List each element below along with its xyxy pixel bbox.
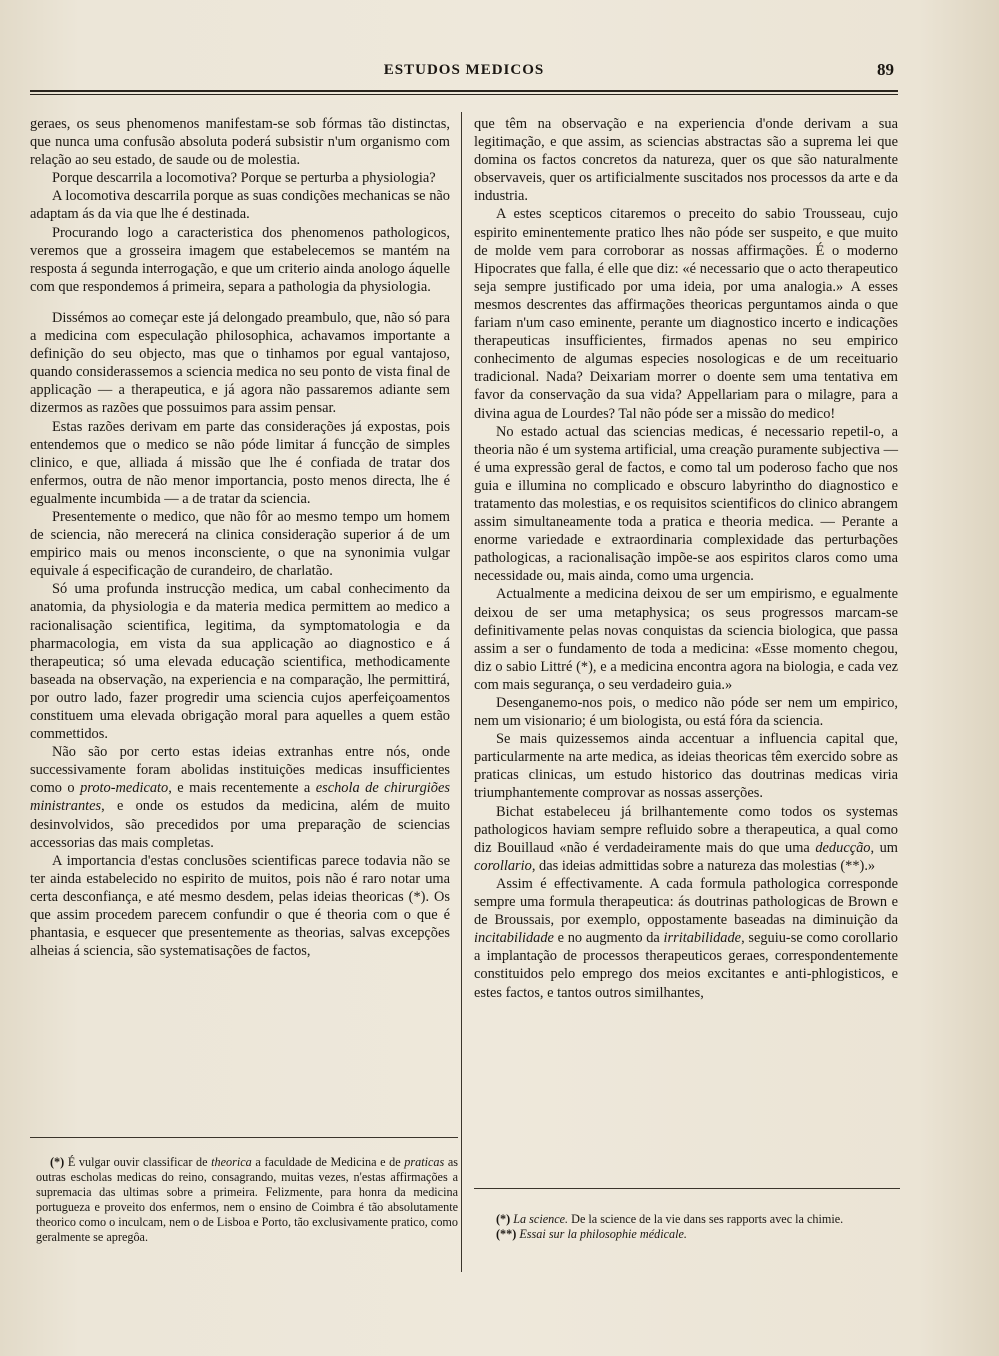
footnote bbox=[36, 1155, 458, 1245]
paragraph: Porque descarrila a locomotiva? Porque se perturba a physiologia? bbox=[52, 170, 436, 187]
italic-term: incitabilidade bbox=[474, 930, 554, 947]
paragraph: Desenganemo-nos pois, o medico não póde ser nem um empirico, nem um visionario; é um biologista, ou está fóra da sciencia. bbox=[474, 695, 898, 730]
italic-term: corollario bbox=[474, 857, 532, 874]
paragraph: A locomotiva descarrila porque as suas condições mechanicas se não adaptam ás da via que lhe é destinada. bbox=[30, 188, 450, 223]
paragraph: que têm na observação e na experiencia d'onde derivam a sua legitimação, e que assim, as sciencias abstractas são a suprema lei que domina os factos concretos da natureza, quer os que são naturalmente observaveis, quer os artificialmente suscitados nos processos da arte e da industria. bbox=[474, 116, 898, 205]
paragraph-text: e no augmento da bbox=[553, 930, 664, 947]
page-header bbox=[30, 58, 898, 92]
paragraph-text: , das ideias admittidas sobre a natureza das molestias (**).» bbox=[531, 857, 876, 874]
paragraph: Presentemente o medico, que não fôr ao mesmo tempo um homem de sciencia, não merecerá na clinica consideração superior á de um empirico mais ou menos inconsciente, o que na synonimia vulgar equivale á especificação de curandeiro, de charlatão. bbox=[30, 508, 450, 580]
italic-term: deducção bbox=[815, 839, 871, 856]
footnote-text: De la science de la vie dans ses rapports avec la chimie. bbox=[568, 1212, 844, 1226]
header-rule bbox=[30, 90, 898, 92]
paragraph: Estas razões derivam em parte das considerações já expostas, pois entendemos que o medico se não póde limitar á funcção de simples clinico, e que, alliada á missão que lhe é confiada de tratar dos enfermos, outra de não menor importancia, posto menos directa, lhe é egualmente incumbida — a de tratar da sciencia. bbox=[30, 418, 450, 507]
paragraph bbox=[30, 743, 450, 852]
paragraph: A importancia d'estas conclusões scientificas parece todavia não se ter ainda estabelecido no espirito de muitos, pois não é raro notar uma certa desconfiança, e até mesmo desdem, pelas ideias theoricas (*). Os que assim procedem parecem confundir o que é theoria com o que é phantasia, e esquecer que presentemente as theorias, salvas excepções alheias á sciencia, são systematisações de factos, bbox=[30, 852, 450, 960]
italic-term: Essai sur la philosophie médicale. bbox=[519, 1227, 687, 1241]
paragraph-text: Bichat estabeleceu já brilhantemente como todos os systemas pathologicos haviam sempre refluido sobre a therapeutica, a qual como diz Bouillaud «não é verdadeiramente mais do que uma bbox=[474, 803, 898, 856]
italic-term: irritabilidade bbox=[663, 930, 742, 947]
paragraph: Procurando logo a caracteristica dos phenomenos pathologicos, veremos que a grosseira imagem que estabelecemos se mantém na resposta á segunda interrogação, e que um criterio ainda anologo áquelle com que respondemos á primeira, separa a pathologia da physiologia. bbox=[30, 224, 450, 295]
footnote-text: a faculdade de Medicina e de bbox=[251, 1155, 405, 1169]
italic-term: praticas bbox=[404, 1155, 445, 1169]
column-divider bbox=[461, 112, 462, 1272]
paragraph: A estes scepticos citaremos o preceito do sabio Trousseau, cujo espirito eminentemente pratico lhes não póde ser suspeito, e que muito de molde vem para corroborar as nossas affirmações. É o moderno Hipocrates que falla, é elle que diz: «é necessario que o acto therapeutico seja sempre justificado por uma ideia, por uma analogia.» A esses mesmos descrentes das affirmações theoricas perguntamos ainda o que fariam n'um caso eminente, perante um diagnostico incerto e indicações therapeuticas insufficientes, firmados apenas no seu empirico conhecimento de algumas especies nosologicas e de um receituario tradicional. Nada? Deixariam morrer o doente sem uma tentativa em favor da conservação da sua vida? Appellariam para o milagre, para a divina agua de Lourdes? Tal não póde ser a missão do medico! bbox=[474, 206, 898, 422]
footnote-mark: (*) bbox=[496, 1212, 511, 1226]
paragraph: Se mais quizessemos ainda accentuar a influencia capital que, particularmente na arte medica, as ideias theoricas têm exercido sobre as praticas clinicas, um estudo historico das doutrinas medicas viria triumphantemente comprovar as nossas asserções. bbox=[474, 731, 898, 802]
paragraph-text: Assim é effectivamente. A cada formula pathologica corresponde sempre uma formula therapeutica: ás doutrinas pathologicas de Brown e de Broussais, por exemplo, oppostamente baseadas na diminuição da bbox=[474, 875, 898, 929]
footnote-text: as outras escholas medicas do reino, consagrando, muitas vezes, n'estas affirmações a supremacia das ultimas sobre a primeira. Felizmente, para honra da medicina portugueza e proveito dos enfermos, nem o ensino de Coimbra é tão absolutamente theorico como o inculcam, nem o de Lisboa e Porto, tão exclusivamente pratico, como geralmente se apregôa. bbox=[36, 1155, 459, 1244]
footnote-rule bbox=[474, 1188, 900, 1189]
italic-term: eschola de chirurgiões ministrantes bbox=[30, 780, 450, 815]
left-footnotes bbox=[36, 1155, 458, 1245]
paragraph: No estado actual das sciencias medicas, é necessario repetil-o, a theoria não é um systema artificial, uma creação puramente subjectiva — é uma expressão geral de factos, e como tal um poderoso facho que nos guia e illumina no complicado e obscuro labyrintho do diagnostico e tratamento das molestias, e os requisitos scientificos do clinico abrangem assim simultaneamente toda a pratica e theoria medica. — Perante a enorme variedade e extraordinaria complexidade das perturbações pathologicas, a racionalisação impõe-se aos espiritos claros como uma necessidade ou, mais ainda, como uma urgencia. bbox=[474, 423, 898, 585]
italic-term: proto-medicato bbox=[80, 780, 169, 797]
left-column bbox=[30, 115, 450, 960]
right-footnotes bbox=[482, 1212, 902, 1242]
paragraph: geraes, os seus phenomenos manifestam-se sob fórmas tão distinctas, que nunca uma confusão absoluta poderá subsistir n'um organismo com relação ao seu estado, de saude ou de molestia. bbox=[30, 116, 450, 169]
paragraph-text: , e onde os estudos da medicina, além de muito desinvolvidos, são precedidos por uma preparação de sciencias accessorias das mais completas. bbox=[30, 798, 450, 851]
paragraph bbox=[474, 875, 898, 1002]
paragraph-text: , um bbox=[870, 839, 898, 856]
paragraph-text: , seguiu-se como corollario a implantação de processos therapeuticos geraes, correspondentemente constituidos pelo emprego dos meios excitantes e anti-phlogisticos, e estes factos, e tantos outros similhantes, bbox=[474, 930, 898, 1001]
footnote-rule bbox=[30, 1137, 458, 1138]
footnote bbox=[482, 1227, 902, 1242]
footnote bbox=[482, 1212, 902, 1227]
footnote-text: É vulgar ouvir classificar de bbox=[64, 1155, 212, 1169]
paragraph: Dissémos ao começar este já delongado preambulo, que, não só para a medicina com especulação philosophica, achavamos importante a definição do seu objecto, mas que o tinhamos por egual vantajoso, quando considerassemos a sciencia medica no seu ponto de vista final de applicação — a therapeutica, e já agora não passaremos adiante sem dizermos as razões que possuimos para assim pensar. bbox=[30, 309, 450, 417]
italic-term: La science. bbox=[513, 1212, 569, 1226]
paragraph: Actualmente a medicina deixou de ser um empirismo, e egualmente deixou de ser uma metaphysica; os seus progressos marcam-se definitivamente pelas novas conquistas da sciencia biologica, que passa assim a ser o fundamento de toda a medicina: «Esse momento chegou, diz o sabio Littré (*), e a medicina encontra agora na biologia, e cada vez com mais segurança, o seu verdadeiro guia.» bbox=[474, 586, 898, 693]
right-column bbox=[474, 115, 898, 1002]
paragraph bbox=[474, 803, 898, 875]
paragraph: Só uma profunda instrucção medica, um cabal conhecimento da anatomia, da physiologia e da materia medica permittem ao medico a racionalisação scientifica, legitima, da symptomatologia e da pharmacologia, em vista da sua applicação ao diagnostico e á therapeutica; só uma elevada educação scientifica, methodicamente baseada na observação, na experiencia e na comparação, lhe permittirá, por outro lado, fazer progredir uma sciencia cujos aperfeiçoamentos constituem uma elevada obrigação moral para aquelles a quem estão commettidos. bbox=[30, 581, 450, 743]
footnote-mark: (*) bbox=[50, 1155, 65, 1169]
paragraph-text: Não são por certo estas ideias extranhas entre nós, onde successivamente foram abolidas instituições medicas insufficientes como o bbox=[30, 744, 450, 797]
running-title: ESTUDOS MEDICOS bbox=[383, 62, 545, 78]
footnote-mark: (**) bbox=[496, 1227, 517, 1241]
paragraph-text: , e mais recentemente a bbox=[168, 780, 316, 797]
italic-term: theorica bbox=[211, 1155, 252, 1169]
page-number: 89 bbox=[877, 60, 894, 79]
